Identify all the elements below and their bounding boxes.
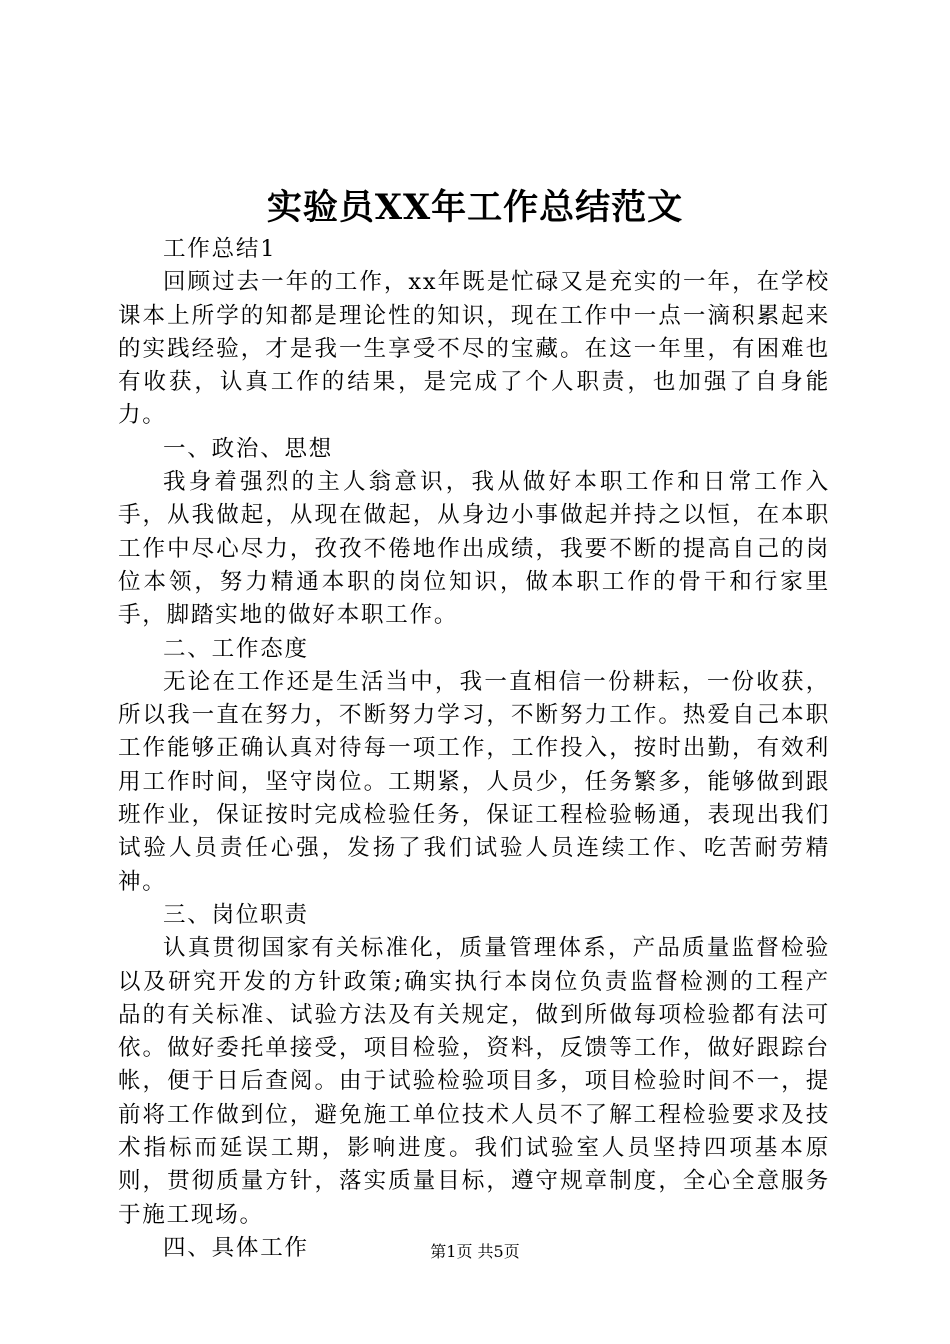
section-heading: 二、工作态度: [163, 635, 309, 662]
body-paragraph: 无论在工作还是生活当中，我一直相信一份耕耘，一份收获，所以我一直在努力，不断努力学习，不断努力工作。热爱自己本职工作能够正确认真对待每一项工作，工作投入，按时出勤，有效利用工作时间，坚守岗位。工期紧，人员少，任务繁多，能够做到跟班作业，保证按时完成检验任务，保证工程检验畅通，表现出我们试验人员责任心强，发扬了我们试验人员连续工作、吃苦耐劳精神。: [118, 668, 830, 895]
section-heading: 四、具体工作: [163, 1234, 309, 1261]
body-paragraph: 回顾过去一年的工作，xx年既是忙碌又是充实的一年，在学校课本上所学的知都是理论性的知识，现在工作中一点一滴积累起来的实践经验，才是我一生享受不尽的宝藏。在这一年里，有困难也有收获，认真工作的结果，是完成了个人职责，也加强了自身能力。: [118, 269, 830, 429]
document-title: 实验员XX年工作总结范文: [266, 187, 684, 228]
body-paragraph: 认真贯彻国家有关标准化，质量管理体系，产品质量监督检验以及研究开发的方针政策;确实执行本岗位负责监督检测的工程产品的有关标准、试验方法及有关规定，做到所做每项检验都有法可依。做好委托单接受，项目检验，资料，反馈等工作，做好跟踪台帐，便于日后查阅。由于试验检验项目多，项目检验时间不一，提前将工作做到位，避免施工单位技术人员不了解工程检验要求及技术指标而延误工期，影响进度。我们试验室人员坚持四项基本原则，贯彻质量方针，落实质量目标，遵守规章制度，全心全意服务于施工现场。: [118, 935, 830, 1228]
section-heading: 工作总结1: [163, 236, 277, 262]
document-body: [118, 233, 830, 1265]
page-number-footer: 第1页 共5页: [430, 1242, 520, 1261]
section-heading: 一、政治、思想: [163, 435, 334, 462]
body-paragraph: 我身着强烈的主人翁意识，我从做好本职工作和日常工作入手，从我做起，从现在做起，从身边小事做起并持之以恒，在本职工作中尽心尽力，孜孜不倦地作出成绩，我要不断的提高自己的岗位本领，努力精通本职的岗位知识，做本职工作的骨干和行家里手，脚踏实地的做好本职工作。: [118, 469, 830, 629]
section-heading: 三、岗位职责: [163, 901, 309, 928]
